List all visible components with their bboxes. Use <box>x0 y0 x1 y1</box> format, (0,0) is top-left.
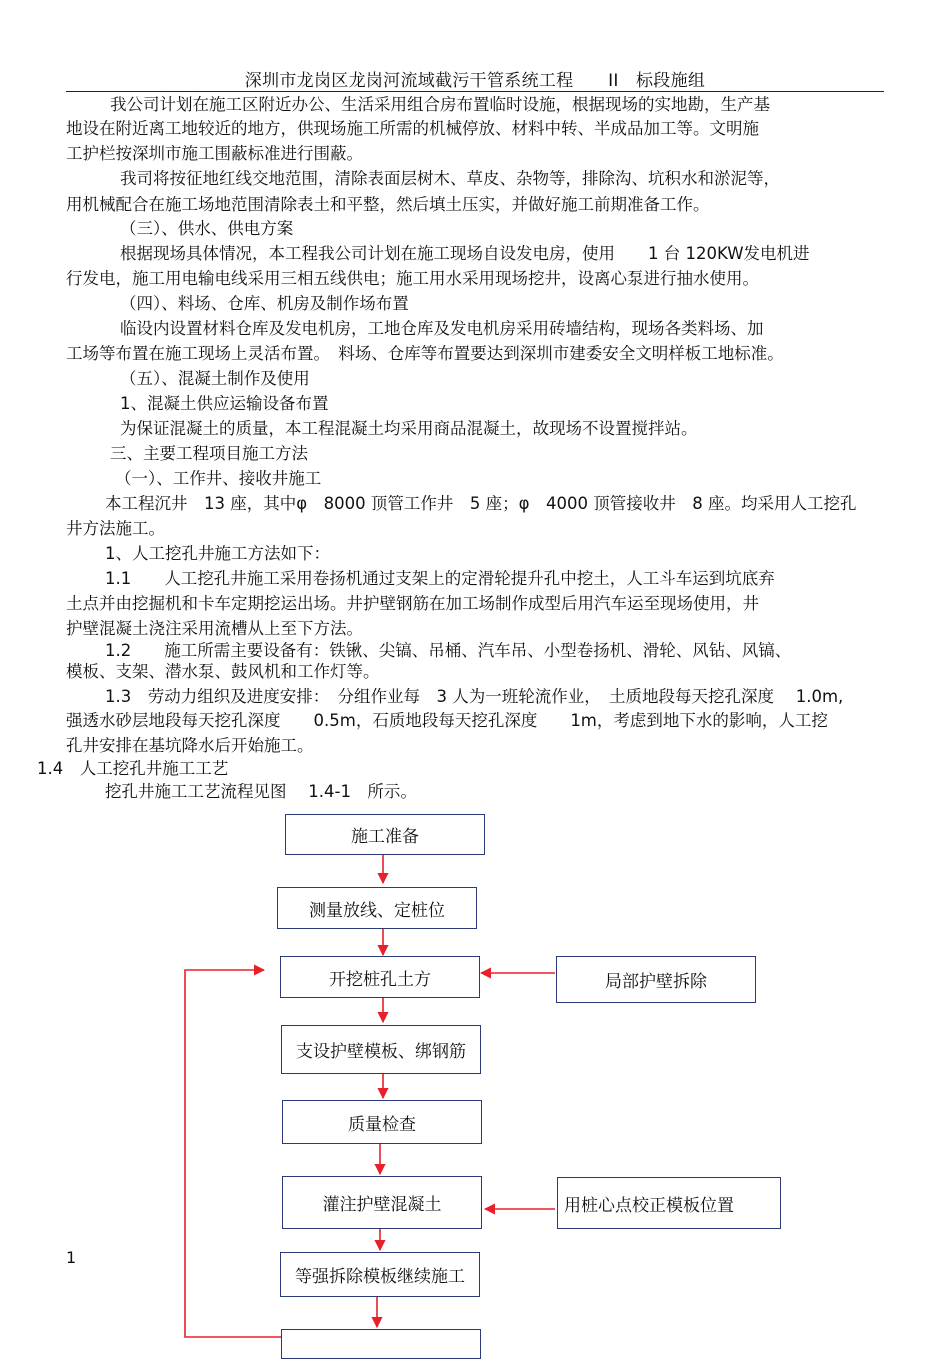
paragraph-line: 强透水砂层地段每天挖孔深度 0.5m，石质地段每天挖孔深度 1m，考虑到地下水的影响，人工挖 <box>66 711 828 730</box>
paragraph-line: 工护栏按深圳市施工围蔽标准进行围蔽。 <box>66 144 363 163</box>
section-heading: （四）、料场、仓库、机房及制作场布置 <box>120 294 409 313</box>
flow-step-formwork-rebar: 支设护壁模板、绑钢筋 <box>281 1025 481 1074</box>
paragraph-line: 井方法施工。 <box>66 519 165 538</box>
subsection-heading: 1.4 人工挖孔井施工工艺 <box>37 759 229 778</box>
flow-step-next <box>281 1329 481 1359</box>
paragraph-line: 用机械配合在施工场地范围清除表土和平整，然后填土压实，并做好施工前期准备工作。 <box>66 195 710 214</box>
flow-step-preparation: 施工准备 <box>285 814 485 855</box>
page-header: 深圳市龙岗区龙岗河流域截污干管系统工程 II 标段施组 <box>244 71 706 91</box>
paragraph-line: 我司将按征地红线交地范围，清除表面层树木、草皮、杂物等，排除沟、坑积水和淤泥等， <box>120 169 780 188</box>
flow-step-excavation: 开挖桩孔土方 <box>280 956 480 998</box>
paragraph-line: 地设在附近离工地较近的地方，供现场施工所需的机械停放、材料中转、半成品加工等。文明施 <box>66 119 759 138</box>
flow-side-center-calibration: 用桩心点校正模板位置 <box>557 1177 781 1229</box>
paragraph-line: 我公司计划在施工区附近办公、生活采用组合房布置临时设施，根据现场的实地勘，生产基 <box>110 95 770 114</box>
page-number: 1 <box>66 1248 77 1267</box>
paragraph-line: 1.1 人工挖孔井施工采用卷扬机通过支架上的定滑轮提升孔中挖土，人工斗车运到坑底弃 <box>105 569 775 588</box>
paragraph-line: 工场等布置在施工现场上灵活布置。 料场、仓库等布置要达到深圳市建委安全文明样板工地标准。 <box>66 344 784 363</box>
paragraph-line: 本工程沉井 13 座，其中φ 8000 顶管工作井 5 座；φ 4000 顶管接收井 8 座。均采用人工挖孔 <box>105 494 857 513</box>
subsection-heading: 1、混凝土供应运输设备布置 <box>120 394 329 413</box>
paragraph-line: 模板、支架、潜水泵、鼓风机和工作灯等。 <box>66 662 380 681</box>
paragraph-line: 1.2 施工所需主要设备有：铁锹、尖镐、吊桶、汽车吊、小型卷扬机、滑轮、风钻、风镐、 <box>105 641 792 660</box>
flow-step-remove-formwork: 等强拆除模板继续施工 <box>280 1252 480 1297</box>
paragraph-line: 为保证混凝土的质量，本工程混凝土均采用商品混凝土，故现场不设置搅拌站。 <box>120 419 698 438</box>
paragraph-line: 行发电，施工用电输电线采用三相五线供电；施工用水采用现场挖井，设离心泵进行抽水使用。 <box>66 269 759 288</box>
paragraph-line: 1.3 劳动力组织及进度安排： 分组作业每 3 人为一班轮流作业， 土质地段每天挖孔深度 1.0m, <box>105 687 844 706</box>
loop-back-arrow <box>185 970 281 1337</box>
paragraph-line: 孔井安排在基坑降水后开始施工。 <box>66 736 314 755</box>
paragraph-line: 挖孔井施工工艺流程见图 1.4-1 所示。 <box>105 782 417 801</box>
subsection-heading: 1、人工挖孔井施工方法如下： <box>105 544 330 563</box>
section-heading: （三）、供水、供电方案 <box>120 219 294 238</box>
paragraph-line: 根据现场具体情况，本工程我公司计划在施工现场自设发电房，使用 1 台 120KW发电机进 <box>120 244 810 263</box>
section-heading: 三、主要工程项目施工方法 <box>110 444 308 463</box>
paragraph-line: 护壁混凝土浇注采用流槽从上至下方法。 <box>66 619 363 638</box>
section-heading: （一）、工作井、接收井施工 <box>115 469 322 488</box>
section-heading: （五）、混凝土制作及使用 <box>120 369 310 388</box>
flow-step-quality-check: 质量检查 <box>282 1100 482 1144</box>
paragraph-line: 土点并由挖掘机和卡车定期挖运出场。井护壁钢筋在加工场制作成型后用汽车运至现场使用，井 <box>66 594 759 613</box>
flow-step-pour-concrete: 灌注护壁混凝土 <box>282 1176 482 1229</box>
flow-side-wall-removal: 局部护壁拆除 <box>556 956 756 1003</box>
flow-step-survey: 测量放线、定桩位 <box>277 887 477 929</box>
paragraph-line: 临设内设置材料仓库及发电机房，工地仓库及发电机房采用砖墙结构，现场各类料场、加 <box>120 319 764 338</box>
